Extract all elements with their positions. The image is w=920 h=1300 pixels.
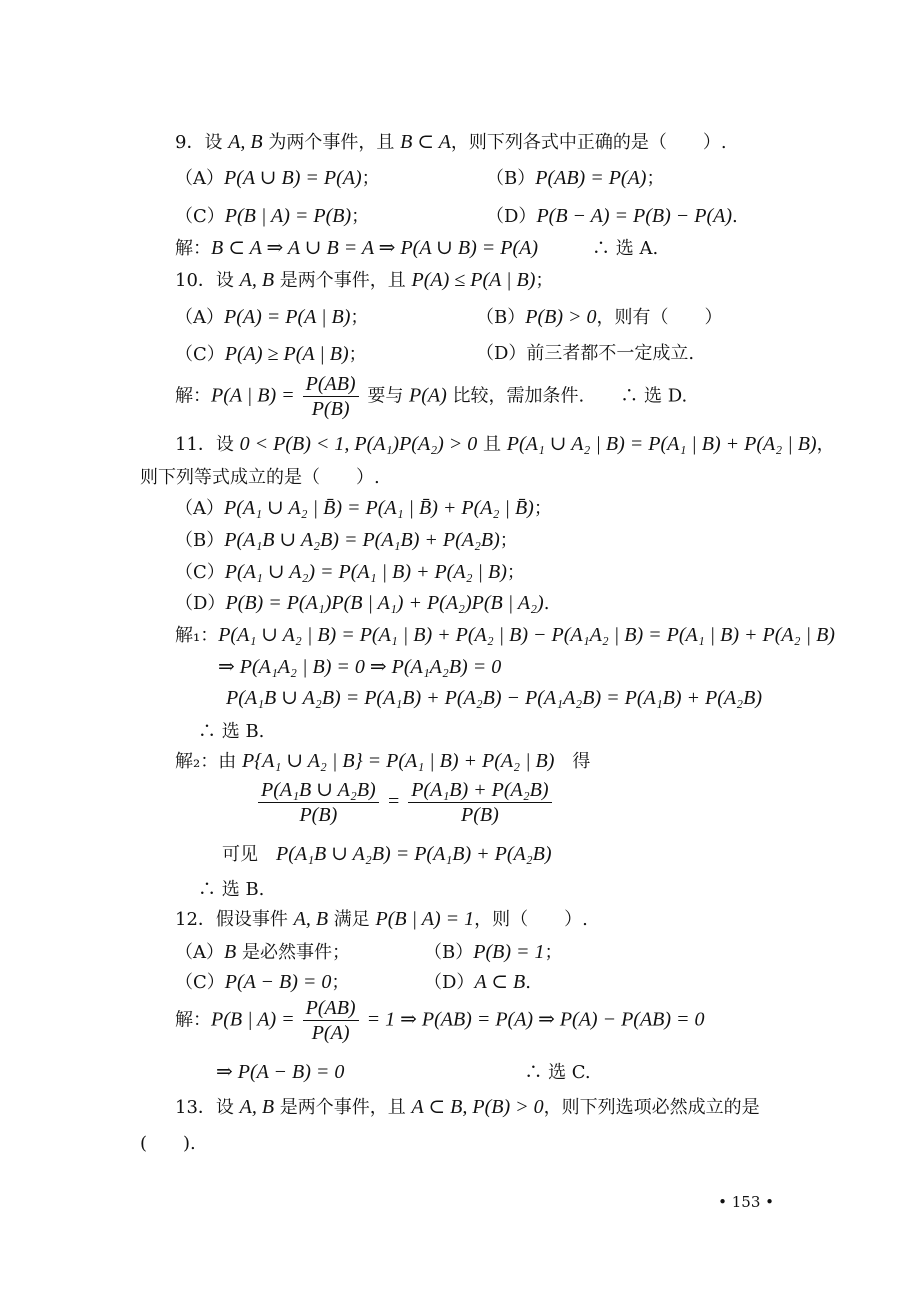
fraction — [258, 778, 379, 827]
math-expression: P(A₁ ∪ A₂ | B) = P(A₁ | B) + P(A₂ | B) − P(A₁A₂ | B) = P(A₁ | B) + P(A₂ | B) — [218, 624, 835, 646]
math-expression: P(A₁B ∪ A₂B) = P(A₁B) + P(A₂B) — [276, 843, 552, 865]
text-line-q11s1b — [218, 655, 501, 680]
text-run: ； — [506, 562, 525, 583]
math-expression: P(B − A) = P(B) − P(A) — [536, 205, 733, 227]
fraction-denominator: P(B) — [311, 398, 350, 420]
text-line-q11C — [175, 560, 525, 585]
math-expression: P(A) = P(A | B) — [224, 306, 351, 328]
text-line-q12s2 — [216, 1060, 591, 1085]
text-line-q9 — [175, 130, 727, 155]
text-line-q11s1c — [226, 686, 762, 711]
text-run: 13．设 — [175, 1097, 240, 1118]
math-expression: A, B — [293, 908, 329, 930]
fraction — [408, 778, 551, 827]
text-run: 得 — [554, 751, 591, 772]
text-run: （A） — [175, 168, 224, 189]
text-run: ； — [351, 206, 370, 227]
text-line-q11s2b — [255, 778, 555, 827]
math-expression: P{A₁ ∪ A₂ | B} = P(A₁ | B) + P(A₂ | B) — [241, 750, 555, 772]
text-run: ∴ 选 B. — [198, 721, 265, 742]
text-line-q10b — [476, 305, 722, 330]
fraction-denominator: P(A) — [311, 1022, 350, 1044]
math-expression: = — [381, 790, 406, 813]
text-line-q9s — [175, 236, 658, 261]
math-expression: P(AB) = P(A) — [535, 167, 647, 189]
text-run: ； — [533, 498, 552, 519]
text-run: （B） — [424, 942, 474, 963]
text-run: ； — [361, 168, 380, 189]
text-line-q12s — [175, 996, 705, 1045]
math-expression: P(A ∪ B) = P(A) — [224, 167, 362, 189]
text-line-q9a — [175, 166, 380, 191]
text-run: 则下列等式成立的是（ ）. — [140, 467, 380, 488]
text-line-q11s2d — [198, 878, 264, 902]
text-line-q11 — [175, 432, 835, 457]
text-run: ， — [816, 434, 835, 455]
text-run: （B） — [175, 530, 225, 551]
page-number: • 153 • — [718, 1193, 774, 1211]
math-expression: P(B) > 0 — [525, 306, 597, 328]
math-expression: P(A₁ ∪ A₂ | B) = P(A₁ | B) + P(A₂ | B) — [506, 433, 817, 455]
text-line-q12b — [424, 940, 562, 965]
text-run: 要与 — [361, 385, 410, 407]
math-expression: P(B) = P(A₁)P(B | A₁) + P(A₂)P(B | A₂) — [225, 592, 544, 614]
text-run: 为两个事件，且 — [262, 132, 401, 153]
text-run: ∴ 选 A. — [538, 238, 659, 259]
text-run: 是两个事件，且 — [274, 270, 412, 291]
math-expression: A, B — [239, 1096, 275, 1118]
text-run: （C） — [175, 562, 225, 583]
text-run: （C） — [175, 344, 225, 365]
text-run: ，则有（ ） — [596, 307, 723, 328]
text-run: （D） — [424, 972, 475, 993]
text-run: ； — [348, 344, 367, 365]
text-run: 12．假设事件 — [175, 909, 294, 930]
text-run: （A） — [175, 942, 224, 963]
text-line-q11b — [140, 466, 380, 490]
text-run: 解： — [175, 385, 211, 407]
math-expression: P(A₁ ∪ A₂ | B̄) = P(A₁ | B̄) + P(A₂ | B̄) — [224, 497, 534, 519]
text-line-q11s2c — [222, 842, 552, 867]
fraction-numerator: P(AB) — [303, 372, 359, 397]
text-line-q9b — [486, 166, 664, 191]
math-expression: A ⊂ B, P(B) > 0 — [411, 1096, 544, 1118]
text-line-q11s1d — [198, 720, 264, 744]
math-expression: P(A₁B ∪ A₂B) = P(A₁B) + P(A₂B) — [224, 529, 500, 551]
text-line-q11s2 — [175, 749, 590, 774]
fraction-denominator: P(B) — [461, 804, 499, 826]
math-expression: P(B | A) = 1 — [375, 908, 475, 930]
text-run: 11．设 — [175, 434, 240, 455]
text-run: （C） — [175, 972, 225, 993]
fraction — [303, 372, 359, 421]
fraction-denominator: P(B) — [299, 804, 338, 826]
text-line-q13b — [140, 1132, 196, 1156]
math-expression: B — [224, 941, 237, 963]
text-run: （D） — [175, 593, 226, 614]
text-run: （B） — [486, 168, 536, 189]
text-run: （D）前三者都不一定成立. — [476, 343, 695, 364]
text-line-q10c — [175, 342, 367, 367]
text-line-q10 — [175, 268, 553, 293]
math-expression: ⇒ P(A₁A₂ | B) = 0 ⇒ P(A₁A₂B) = 0 — [218, 656, 502, 678]
text-run: ； — [331, 972, 350, 993]
math-expression: A, B — [239, 269, 275, 291]
math-expression: 0 < P(B) < 1, P(A₁)P(A₂) > 0 — [239, 433, 478, 455]
math-expression: B ⊂ A ⇒ A ∪ B = A ⇒ P(A ∪ B) = P(A) — [211, 237, 539, 259]
text-line-q12a — [175, 940, 350, 965]
text-run: 解₁： — [175, 625, 219, 646]
text-run: 解₂：由 — [175, 751, 242, 772]
text-run: 是两个事件，且 — [274, 1097, 412, 1118]
text-line-q12 — [175, 907, 588, 932]
text-run: ，则下列各式中正确的是（ ）. — [450, 132, 727, 153]
text-run: ； — [535, 270, 554, 291]
text-run: （A） — [175, 307, 224, 328]
text-run: 可见 — [222, 844, 276, 865]
math-expression: = 1 ⇒ P(AB) = P(A) ⇒ P(A) − P(AB) = 0 — [361, 1008, 705, 1031]
math-expression: P(B | A) = — [211, 1008, 300, 1031]
text-line-q10a — [175, 305, 368, 330]
text-run: ； — [544, 942, 563, 963]
math-expression: P(A₁B ∪ A₂B) = P(A₁B) + P(A₂B) − P(A₁A₂B) = P(A₁B) + P(A₂B) — [226, 687, 762, 709]
math-expression: P(A) ≥ P(A | B) — [224, 343, 349, 365]
text-run: 解： — [175, 238, 211, 259]
text-line-q11B — [175, 528, 518, 553]
text-run: （C） — [175, 206, 225, 227]
text-run: 9．设 — [175, 132, 229, 153]
math-expression: ⇒ P(A − B) = 0 — [216, 1061, 345, 1083]
text-run: ( ). — [140, 1133, 196, 1154]
fraction-numerator: P(A₁B) + P(A₂B) — [408, 778, 551, 803]
math-expression: A ⊂ B — [474, 971, 526, 993]
text-run: ∴ 选 B. — [198, 879, 265, 900]
text-run: 比较，需加条件. ∴ 选 D. — [446, 385, 688, 407]
math-expression: P(A₁ ∪ A₂) = P(A₁ | B) + P(A₂ | B) — [224, 561, 507, 583]
text-line-q12c — [175, 970, 349, 995]
text-run: 且 — [477, 434, 507, 455]
text-line-q10s — [175, 372, 687, 421]
fraction — [303, 996, 359, 1045]
text-run: . — [525, 972, 532, 993]
math-expression: P(A − B) = 0 — [224, 971, 332, 993]
text-run: （B） — [476, 307, 526, 328]
text-line-q9c — [175, 204, 369, 229]
text-run: （D） — [486, 206, 537, 227]
text-run: 是必然事件； — [236, 942, 350, 963]
text-run: . — [543, 593, 550, 614]
text-line-q9d — [486, 204, 738, 229]
text-run: 满足 — [328, 909, 376, 930]
math-expression: P(B | A) = P(B) — [224, 205, 352, 227]
math-expression: A, B — [228, 131, 263, 153]
text-run: ； — [646, 168, 665, 189]
text-run: （A） — [175, 498, 224, 519]
text-run: ∴ 选 C. — [344, 1062, 591, 1083]
text-line-q12d — [424, 970, 531, 995]
text-run: ，则（ ）. — [474, 909, 588, 930]
text-run: 10．设 — [175, 270, 240, 291]
fraction-numerator: P(AB) — [303, 996, 359, 1021]
text-run: ，则下列选项必然成立的是 — [543, 1097, 760, 1118]
math-expression: P(A) — [409, 384, 447, 407]
text-line-q10d — [476, 342, 694, 366]
math-expression: P(A) ≤ P(A | B) — [411, 269, 536, 291]
text-run: 解： — [175, 1009, 211, 1031]
text-run: . — [732, 206, 738, 227]
text-line-q11s1 — [175, 623, 835, 648]
text-line-q11A — [175, 496, 552, 521]
text-line-q13 — [175, 1095, 760, 1120]
fraction-numerator: P(A₁B ∪ A₂B) — [258, 778, 379, 803]
text-line-q11D — [175, 591, 549, 616]
text-run: ； — [350, 307, 369, 328]
math-expression: P(A | B) = — [211, 384, 300, 407]
math-expression: B ⊂ A — [400, 131, 451, 153]
text-run: ； — [499, 530, 518, 551]
math-expression: P(B) = 1 — [473, 941, 545, 963]
